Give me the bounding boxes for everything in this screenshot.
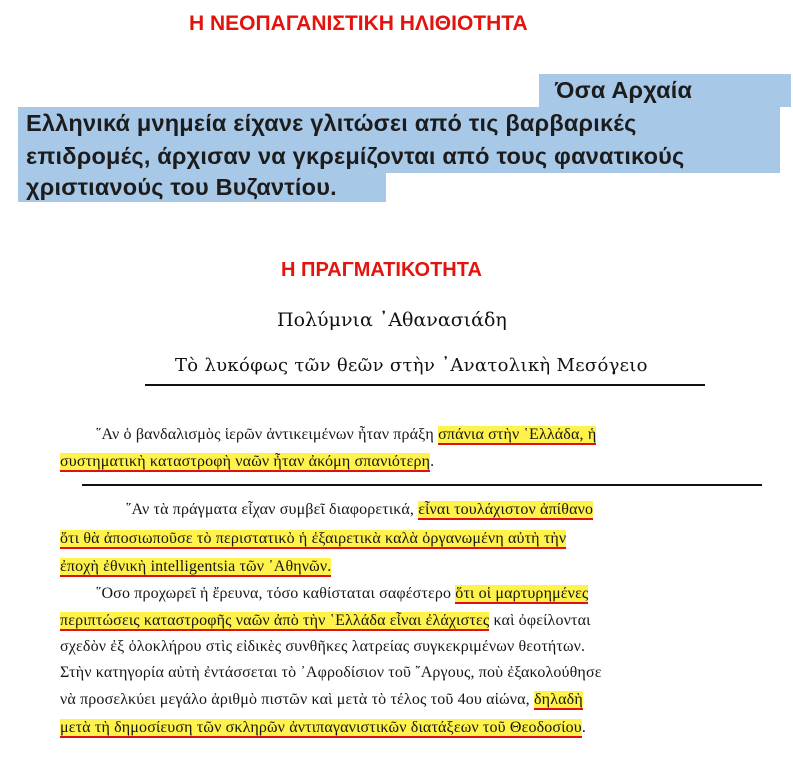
excerpt2-line-5 [60,610,591,632]
excerpt2-line-9 [60,717,586,739]
myth-heading: Η ΝΕΟΠΑΓΑΝΙΣΤΙΚΗ ΗΛΙΘΙΟΤΗΤΑ [189,12,528,35]
excerpt1-text: ῞Αν ὁ βανδαλισμὸς ἱερῶν ἀντικειμένων ἦταν πράξη [96,426,439,443]
book-author: Πολύμνια ᾽Αθανασιάδη [277,309,507,331]
excerpt2-text: καὶ ὀφείλονται [489,612,591,629]
excerpt2-highlight: περιπτώσεις καταστροφῆς ναῶν ἀπὸ τὴν ῾Ελλάδα εἶναι ἐλάχιστες [60,612,490,629]
excerpt1-text: . [430,453,435,470]
excerpt2-highlight: ἐποχὴ ἐθνικὴ intelligentsia τῶν ᾽Αθηνῶν. [60,558,332,575]
excerpt2-highlight: ὅτι οἱ μαρτυρημένες [455,585,589,602]
excerpt2-highlight: εἶναι τουλάχιστον ἀπίθανο [418,501,594,518]
quote-line-2: Ελληνικά μνημεία είχανε γλιτώσει από τις βαρβαρικές [18,107,780,140]
excerpt2-highlight: μετὰ τὴ δημοσίευση τῶν σκληρῶν ἀντιπαγανιστικῶν διατάξεων τοῦ Θεοδοσίου [60,719,582,736]
excerpt1-highlight: συστηματικὴ καταστροφὴ ναῶν ἦταν ἀκόμη σπανιότερη [60,453,431,470]
excerpt1-highlight: σπάνια στὴν ῾Ελλάδα, ἡ [438,426,597,443]
reality-heading: Η ΠΡΑΓΜΑΤΙΚΟΤΗΤΑ [281,259,482,281]
excerpt2-line-7 [60,662,602,684]
separator-rule [82,484,762,486]
excerpt2-line-3 [60,556,331,578]
excerpt1-line-1 [96,424,596,446]
quote-line-3: επιδρομές, άρχισαν να γκρεμίζονται από τους φανατικούς [18,140,780,173]
excerpt2-line-6 [60,636,585,658]
excerpt2-highlight: ὅτι θὰ ἀποσιωποῦσε τὸ περιστατικὸ ἡ ἐξαιρετικὰ καλὰ ὀργανωμένη αὐτὴ τὴν [60,530,567,547]
excerpt2-text: ῞Αν τὰ πράγματα εἶχαν συμβεῖ διαφορετικά, [126,501,419,518]
book-title: Τὸ λυκόφως τῶν θεῶν στὴν ᾽Ανατολικὴ Μεσόγειο [175,355,648,376]
excerpt2-line-8 [60,689,583,711]
excerpt1-line-2 [60,451,434,473]
excerpt2-line-1 [126,499,593,521]
excerpt2-text: σχεδὸν ἐξ ὁλοκλήρου στὶς εἰδικὲς συνθῆκες λατρείας συγκεκριμένων θεοτήτων. [60,638,586,655]
excerpt2-line-2 [60,528,566,550]
excerpt2-text: Στὴν κατηγορία αὐτὴ ἐντάσσεται τὸ ᾽Αφροδίσιον τοῦ ῎Αργους, ποὺ ἐξακολούθησε [60,664,602,681]
excerpt2-text: νὰ προσελκύει μεγάλο ἀριθμὸ πιστῶν καὶ μετὰ τὸ τέλος τοῦ 4ου αἰώνα, [60,691,534,708]
quote-line-4: χριστιανούς του Βυζαντίου. [18,171,386,202]
excerpt2-text: ῞Οσο προχωρεῖ ἡ ἔρευνα, τόσο καθίσταται σαφέστερο [96,585,456,602]
title-rule [145,384,705,386]
quote-line-1: Όσα Αρχαία [539,74,791,107]
excerpt2-text: . [581,719,587,736]
excerpt2-highlight: δηλαδὴ [533,691,583,708]
excerpt2-line-4 [96,583,588,605]
